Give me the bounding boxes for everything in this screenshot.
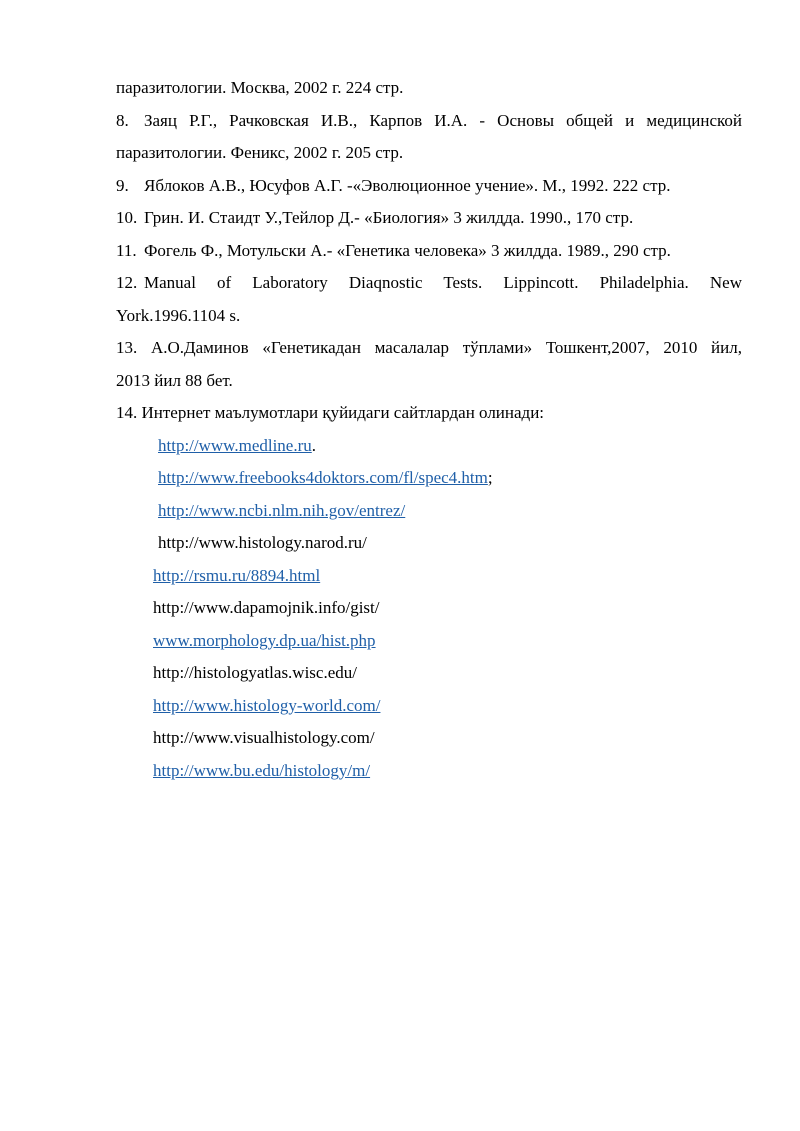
reference-number: 10. [116, 208, 138, 227]
reference-item-12 [116, 267, 742, 332]
reference-list [116, 72, 742, 787]
reference-item-13 [116, 332, 742, 397]
reference-8-line-1 [116, 105, 742, 138]
reference-12-line-1 [116, 267, 742, 300]
website-link[interactable]: http://www.histology-world.com/ [153, 695, 381, 715]
reference-8-text: Заяц Р.Г., Рачковская И.В., Карпов И.А. - Основы общей и медицинской [144, 110, 742, 130]
website-entry [116, 657, 742, 690]
reference-item-11 [116, 235, 742, 268]
website-entry [116, 527, 742, 560]
website-entry [116, 495, 742, 528]
reference-11-text: Фогель Ф., Мотульски А.- «Генетика человека» 3 жилдда. 1989., 290 стр. [144, 240, 671, 260]
reference-item-8 [116, 105, 742, 170]
link-punctuation: ; [487, 468, 493, 487]
website-text: http://www.dapamojnik.info/gist/ [153, 598, 380, 617]
reference-9-text: Яблоков А.В., Юсуфов А.Г. -«Эволюционное учение». М., 1992. 222 стр. [144, 175, 671, 195]
website-text: http://www.visualhistology.com/ [153, 728, 375, 747]
reference-12-text: Manual of Laboratory Diaqnostic Tests. Lippincott. Philadelphia. New [144, 273, 742, 292]
website-entry [116, 592, 742, 625]
reference-7-continuation: паразитологии. Москва, 2002 г. 224 стр. [116, 78, 404, 97]
reference-item-9 [116, 170, 742, 203]
website-entry [116, 755, 742, 788]
reference-12-line-2: York.1996.1104 s. [116, 305, 241, 325]
website-text: http://histologyatlas.wisc.edu/ [153, 663, 357, 682]
reference-number: 8. [116, 110, 129, 130]
reference-8-line-2: паразитологии. Феникс, 2002 г. 205 стр. [116, 143, 404, 162]
website-link[interactable]: http://www.ncbi.nlm.nih.gov/entrez/ [158, 500, 406, 520]
website-link[interactable]: http://www.bu.edu/histology/m/ [153, 760, 371, 780]
website-link[interactable]: www.morphology.dp.ua/hist.php [153, 630, 376, 650]
reference-item-14: 14. Интернет маълумотлари қуйидаги сайтлардан олинади: [116, 403, 545, 422]
reference-item-10 [116, 202, 742, 235]
reference-number: 9. [116, 175, 129, 195]
website-entry [116, 430, 742, 463]
website-link[interactable]: http://www.medline.ru [158, 435, 312, 455]
website-entry [116, 625, 742, 658]
website-text: http://www.histology.narod.ru/ [158, 533, 367, 552]
website-entry [116, 690, 742, 723]
website-entry [116, 560, 742, 593]
reference-13-line-1: 13. А.О.Даминов «Генетикадан масалалар тўплами» Тошкент,2007, 2010 йил, [116, 338, 742, 357]
reference-13-line-2: 2013 йил 88 бет. [116, 370, 233, 390]
reference-10-text: Грин. И. Стаидт У.,Тейлор Д.- «Биология» 3 жилдда. 1990., 170 стр. [144, 208, 634, 227]
link-punctuation: . [311, 435, 317, 455]
reference-number: 12. [116, 273, 138, 292]
reference-number: 11. [116, 240, 137, 260]
website-link[interactable]: http://www.freebooks4doktors.com/fl/spec4.htm [158, 468, 488, 487]
website-entry [116, 462, 742, 495]
website-entry [116, 722, 742, 755]
website-link[interactable]: http://rsmu.ru/8894.html [153, 565, 321, 585]
